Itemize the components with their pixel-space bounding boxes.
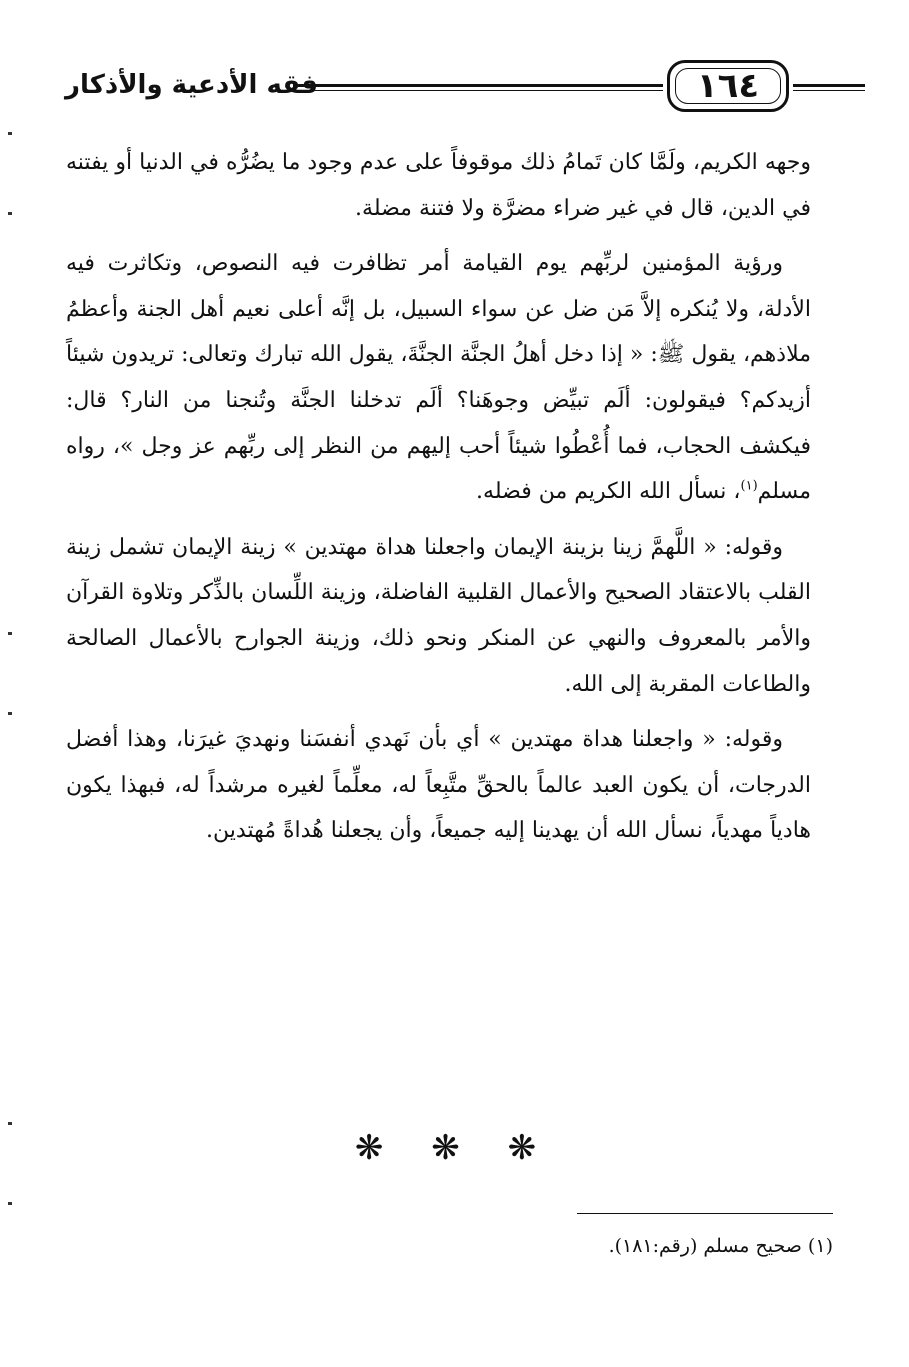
paragraph-1: وجهه الكريم، ولَمَّا كان تَمامُ ذلك موقوفاً على عدم وجود ما يضُرُّه في الدنيا أو يفتنه في الدين، قال في غير ضراء مضرَّة ولا فتنة مضلة. [66, 150, 811, 221]
scan-mark [8, 712, 12, 715]
paragraph-4: وقوله: « واجعلنا هداة مهتدين » أي بأن نَهدي أنفسَنا ونهديَ غيرَنا، وهذا أفضل الدرجات، أن يكون العبد عالماً بالحقِّ متَّبِعاً له، معلِّماً لغيره مرشداً له، فبهذا يكون هادياً مهدياً، نسأل الله أن يهدينا إليه جميعاً، وأن يجعلنا هُداةً مُهتدين. [66, 727, 811, 844]
book-title: فقه الأدعية والأذكار [65, 70, 318, 100]
scan-mark [8, 632, 12, 635]
page-number-box [667, 60, 789, 112]
footnote-divider [577, 1213, 833, 1214]
page-number: ١٦٤ [696, 66, 760, 106]
footnote-1: (١) صحيح مسلم (رقم:١٨١). [608, 1235, 833, 1257]
page-header [55, 58, 835, 118]
paragraph-2-text: ورؤية المؤمنين لربِّهم يوم القيامة أمر تظافرت فيه النصوص، وتكاثرت فيه الأدلة، ولا يُنكره إلاَّ مَن ضل عن سواء السبيل، بل إنَّه أعلى نعيم أهل الجنة وأعظمُ ملاذهم، يقول ﷺ: « إذا دخل أهلُ الجنَّة الجنَّةَ، يقول الله تبارك وتعالى: تريدون شيئاً أزيدكم؟ فيقولون: ألَم تبيِّض وجوهَنا؟ ألَم تدخلنا الجنَّة وتُنجنا من النار؟ قال: فيكشف الحجاب، فما أُعْطُوا شيئاً أحب إليهم من النظر إلى ربِّهم عز وجل »، رواه مسلم [66, 251, 812, 505]
scan-mark [8, 132, 12, 135]
scan-mark [8, 1202, 12, 1205]
paragraph-3: وقوله: « اللَّهمَّ زينا بزينة الإيمان واجعلنا هداة مهتدين » زينة الإيمان تشمل زينة القلب بالاعتقاد الصحيح والأعمال القلبية الفاضلة، وزينة اللِّسان بالذِّكر وتلاوة القرآن والأمر بالمعروف والنهي عن المنكر ونحو ذلك، وزينة الجوارح بالأعمال الصالحة والطاعات المقربة إلى الله. [66, 534, 811, 697]
section-separator: ❋ ❋ ❋ [354, 1128, 555, 1168]
scan-mark [8, 1122, 12, 1125]
body-text [66, 140, 811, 854]
footnote-ref: (١) [740, 478, 758, 494]
header-rule-right [793, 84, 865, 92]
paragraph-2-text-after: ، نسأل الله الكريم من فضله. [476, 479, 741, 505]
paragraph-2 [66, 241, 811, 515]
header-rule-left [293, 84, 663, 92]
scan-mark [8, 212, 12, 215]
